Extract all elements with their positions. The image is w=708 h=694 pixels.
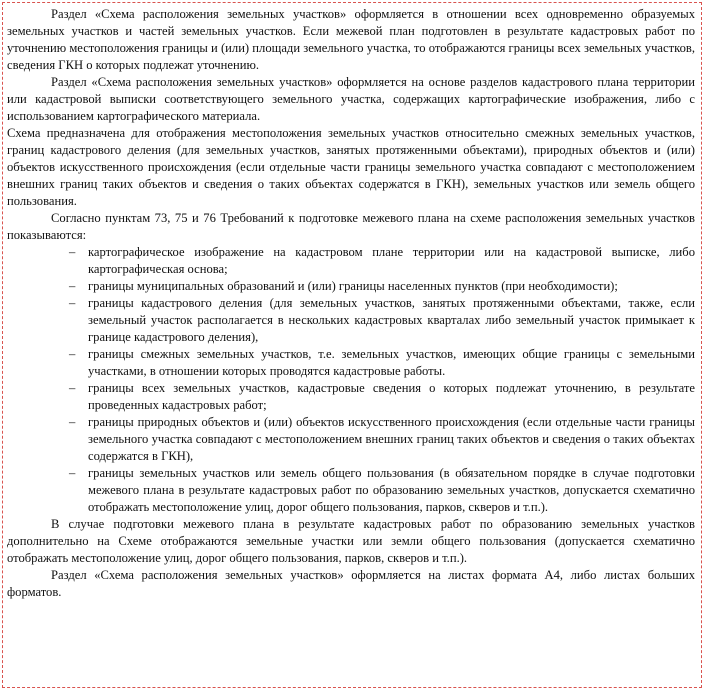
paragraph: Раздел «Схема расположения земельных участков» оформляется в отношении всех одновременно образуемых земельных участков и частей земельных участков. Если межевой план подготовлен в результате кадастровых работ по уточнению местоположения границы и (или) площади земельного участка, то отображаются границы всех земельных участков, сведения ГКН о которых подлежат уточнению. [7,7,695,72]
list-item [7,380,695,414]
list-bullet: – [69,415,76,429]
requirements-list [7,244,695,516]
list-item-text: границы природных объектов и (или) объектов искусственного происхождения (если отдельные части границы земельного участка совпадают с местоположением внешних границ таких объектов и сведения о таких объектах содержатся в ГКН), [88,415,695,463]
list-item [7,244,695,278]
list-bullet: – [69,296,76,310]
list-bullet: – [69,245,76,259]
paragraph: Схема предназначена для отображения местоположения земельных участков относительно смежных земельных участков, границ кадастрового деления (для земельных участков, занятых протяженными объектами), природных объектов и (или) объектов искусственного происхождения (если отдельные части границы земельного участка совпадают с местоположением внешних границ таких объектов и сведения о таких объектах содержатся в ГКН), земельных участков или земель общего пользования. [7,126,695,208]
list-item-text: границы всех земельных участков, кадастровые сведения о которых подлежат уточнению, в результате проведенных кадастровых работ; [88,381,695,412]
list-item-text: границы смежных земельных участков, т.е. земельных участков, имеющих общие границы с земельными участками, в отношении которых проводятся кадастровые работы. [88,347,695,378]
paragraph: В случае подготовки межевого плана в результате кадастровых работ по образованию земельных участков дополнительно на Схеме отображаются земельные участки или земли общего пользования (допускается схематично отображать местоположение улиц, дорог общего пользования, парков, скверов и т.п.). [7,517,695,565]
list-item-text: границы муниципальных образований и (или) границы населенных пунктов (при необходимости); [88,279,618,293]
list-item [7,465,695,516]
list-item-text: границы кадастрового деления (для земельных участков, занятых протяженными объектами, также, если земельный участок располагается в нескольких кадастровых кварталах либо земельный участок примыкает к границе кадастрового деления), [88,296,695,344]
list-item [7,346,695,380]
list-item [7,278,695,295]
list-item-text: картографическое изображение на кадастровом плане территории или на кадастровой выписке, либо картографическая основа; [88,245,695,276]
paragraph: Раздел «Схема расположения земельных участков» оформляется на листах формата А4, либо листах больших форматов. [7,568,695,599]
list-bullet: – [69,347,76,361]
paragraph: Раздел «Схема расположения земельных участков» оформляется на основе разделов кадастрового плана территории или кадастровой выписки соответствующего земельного участка, содержащих картографические изображения, либо с использованием картографического материала. [7,75,695,123]
list-bullet: – [69,466,76,480]
paragraph: Согласно пунктам 73, 75 и 76 Требований к подготовке межевого плана на схеме расположения земельных участков показываются: [7,211,695,242]
list-bullet: – [69,279,76,293]
list-item [7,295,695,346]
list-bullet: – [69,381,76,395]
list-item [7,414,695,465]
document-body [7,6,695,601]
list-item-text: границы земельных участков или земель общего пользования (в обязательном порядке в случае подготовки межевого плана в результате кадастровых работ по образованию земельных участков, допускается схематично отображать местоположение улиц, дорог общего пользования, парков, скверов и т.п.). [88,466,695,514]
